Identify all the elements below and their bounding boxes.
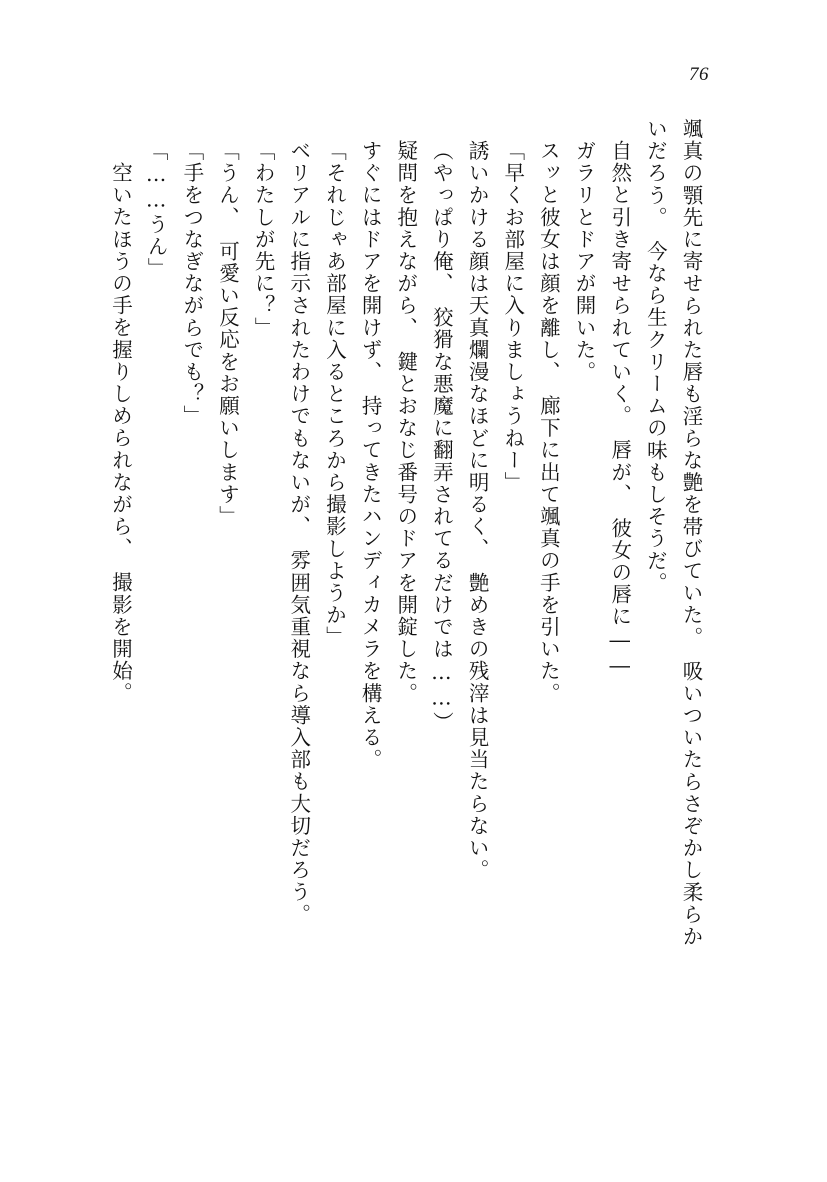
text-line: 「わたしが先に？」: [251, 140, 276, 339]
text-line: 「……うん」: [144, 140, 169, 280]
page-number: 76: [689, 64, 709, 85]
text-line: スッと彼女は顔を離し、 廊下に出て颯真の手を引いた。: [536, 140, 561, 705]
text-line: 「早くお部屋に入りましょうねー」: [500, 140, 525, 494]
text-line: ガラリとドアが開いた。: [572, 140, 597, 384]
text-line: 「それじゃあ部屋に入るところから撮影しようか」: [322, 140, 347, 649]
body-text: [88, 118, 708, 1063]
text-line: 疑問を抱えながら、 鍵とおなじ番号のドアを開錠した。: [393, 140, 418, 705]
text-line: 颯真の顎先に寄せられた唇も淫らな艶を帯びていた。 吸いついたらさぞかし柔らか: [679, 118, 703, 948]
text-line: 誘いかける顔は天真爛漫なほどに明るく、 艶めきの残滓は見当たらない。: [465, 140, 490, 882]
text-line: いだろう。 今なら生クリームの味もしそうだ。: [643, 118, 668, 594]
text-line: すぐにはドアを開けず、 持ってきたハンディカメラを構える。: [358, 140, 383, 771]
text-line: 自然と引き寄せられていく。 唇が、 彼女の唇に――: [607, 140, 632, 679]
text-line: ベリアルに指示されたわけでもないが、 雰囲気重視なら導入部も大切だろう。: [286, 140, 311, 926]
text-line: 空いたほうの手を握りしめられながら、 撮影を開始。: [108, 162, 133, 705]
text-line: 「うん、 可愛い反応をお願いします」: [215, 140, 240, 528]
text-line: （やっぱり俺、 狡猾な悪魔に翻弄されてるだけでは……）: [429, 140, 454, 734]
text-line: 「手をつなぎながらでも？」: [179, 140, 204, 428]
